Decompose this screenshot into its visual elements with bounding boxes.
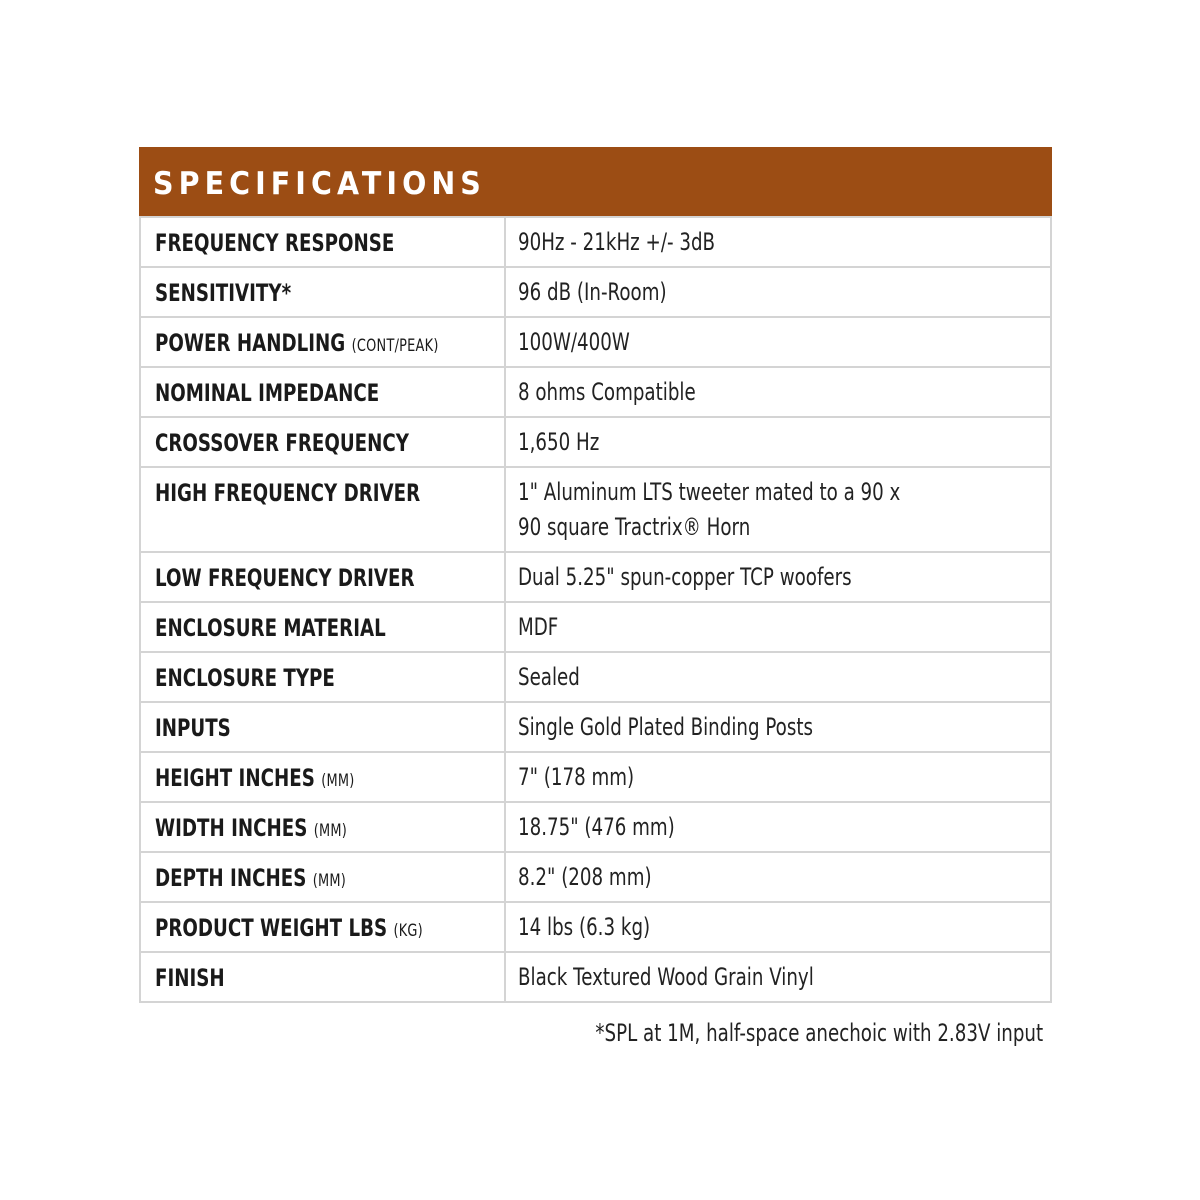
spec-row-sensitivity	[140, 267, 1051, 317]
spec-value: 1,650 Hz	[518, 428, 600, 456]
spec-value: 90Hz - 21kHz +/- 3dB	[518, 228, 716, 256]
spec-label: POWER HANDLING	[155, 329, 346, 357]
spec-label-cell	[140, 602, 505, 652]
spec-label: LOW FREQUENCY DRIVER	[155, 564, 415, 592]
spec-label: HEIGHT INCHES	[155, 764, 315, 792]
spec-value: 96 dB (In-Room)	[518, 278, 667, 306]
specifications-table	[139, 216, 1052, 1003]
spec-row-enclosure-type	[140, 652, 1051, 702]
spec-value: 18.75" (476 mm)	[518, 813, 675, 841]
spec-label-cell	[140, 217, 505, 267]
spec-label-cell	[140, 552, 505, 602]
spec-label-cell	[140, 852, 505, 902]
spec-label-cell	[140, 952, 505, 1002]
spec-label: FINISH	[155, 964, 225, 992]
spec-value-cell	[505, 267, 1051, 317]
spec-label: DEPTH INCHES	[155, 864, 307, 892]
spec-label: FREQUENCY RESPONSE	[155, 229, 395, 257]
spec-label-unit: (CONT/PEAK)	[351, 336, 439, 356]
spec-value-cell	[505, 467, 1051, 552]
spec-value: 1" Aluminum LTS tweeter mated to a 90 x 90 square Tractrix® Horn	[518, 478, 901, 541]
spec-row-high-frequency-driver	[140, 467, 1051, 552]
spec-value: 100W/400W	[518, 328, 630, 356]
spec-label: WIDTH INCHES	[155, 814, 308, 842]
spec-row-width	[140, 802, 1051, 852]
spec-row-enclosure-material	[140, 602, 1051, 652]
spec-label-cell	[140, 317, 505, 367]
spec-label-cell	[140, 902, 505, 952]
spec-label-cell	[140, 467, 505, 552]
spec-value-cell	[505, 702, 1051, 752]
spec-label: CROSSOVER FREQUENCY	[155, 429, 409, 457]
spec-row-finish	[140, 952, 1051, 1002]
specifications-card	[139, 147, 1052, 1003]
spec-label: NOMINAL IMPEDANCE	[155, 379, 380, 407]
spec-value-cell	[505, 802, 1051, 852]
spec-label-cell	[140, 267, 505, 317]
spec-row-crossover-frequency	[140, 417, 1051, 467]
spec-value-cell	[505, 852, 1051, 902]
spec-value: 14 lbs (6.3 kg)	[518, 913, 651, 941]
spec-value-cell	[505, 367, 1051, 417]
spec-label-unit: (KG)	[393, 921, 423, 941]
spec-label-unit: (MM)	[321, 771, 355, 791]
specifications-title: SPECIFICATIONS	[153, 165, 486, 202]
spec-value-cell	[505, 752, 1051, 802]
spec-row-inputs	[140, 702, 1051, 752]
spec-label: ENCLOSURE TYPE	[155, 664, 335, 692]
spec-value: MDF	[518, 613, 559, 641]
spec-value: Single Gold Plated Binding Posts	[518, 713, 813, 741]
spec-label-cell	[140, 367, 505, 417]
spec-row-low-frequency-driver	[140, 552, 1051, 602]
spec-label-cell	[140, 702, 505, 752]
spec-value-cell	[505, 552, 1051, 602]
spec-value-cell	[505, 217, 1051, 267]
spec-label: ENCLOSURE MATERIAL	[155, 614, 386, 642]
spec-value-cell	[505, 417, 1051, 467]
spec-label: PRODUCT WEIGHT LBS	[155, 914, 388, 942]
spec-value: Sealed	[518, 663, 580, 691]
spec-label-cell	[140, 417, 505, 467]
spec-label: INPUTS	[155, 714, 231, 742]
spec-row-frequency-response	[140, 217, 1051, 267]
spec-label-cell	[140, 652, 505, 702]
spec-row-nominal-impedance	[140, 367, 1051, 417]
spec-value-cell	[505, 652, 1051, 702]
spec-label: SENSITIVITY*	[155, 279, 292, 307]
spec-value: 8 ohms Compatible	[518, 378, 696, 406]
spec-value: Black Textured Wood Grain Vinyl	[518, 963, 814, 991]
spec-label-unit: (MM)	[312, 871, 346, 891]
spec-label: HIGH FREQUENCY DRIVER	[155, 479, 421, 507]
spec-value-cell	[505, 902, 1051, 952]
spec-value-cell	[505, 952, 1051, 1002]
spec-value-cell	[505, 602, 1051, 652]
specifications-header	[139, 147, 1052, 216]
spec-value: Dual 5.25" spun-copper TCP woofers	[518, 563, 852, 591]
spec-value: 8.2" (208 mm)	[518, 863, 652, 891]
spec-label-unit: (MM)	[313, 821, 348, 841]
sensitivity-footnote: *SPL at 1M, half-space anechoic with 2.83V input	[595, 1019, 1043, 1047]
spec-value-cell	[505, 317, 1051, 367]
spec-label-cell	[140, 752, 505, 802]
spec-row-product-weight	[140, 902, 1051, 952]
spec-value: 7" (178 mm)	[518, 763, 635, 791]
spec-row-depth	[140, 852, 1051, 902]
spec-row-power-handling	[140, 317, 1051, 367]
spec-label-cell	[140, 802, 505, 852]
spec-row-height	[140, 752, 1051, 802]
